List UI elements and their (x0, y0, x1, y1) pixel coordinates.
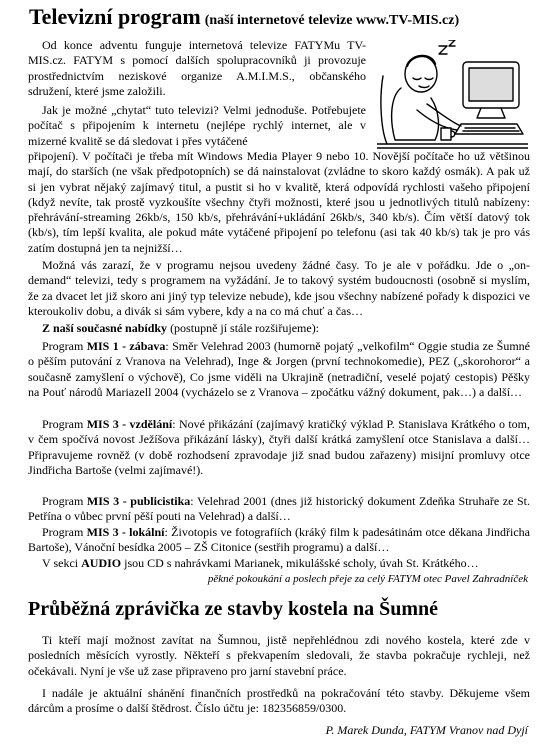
article1-paragraph-4 (28, 321, 530, 336)
article-title: Televizní program (29, 4, 201, 29)
program-mis3-local-name: MIS 3 - lokální (86, 525, 165, 539)
program-mis1-prefix: Program (42, 339, 87, 353)
offer-heading-note: (postupně jí stále rozšiřujeme): (167, 321, 320, 335)
article1-signature: pěkné pokoukání a poslech přeje za celý FATYM otec Pavel Zahradníček (207, 573, 528, 585)
program-mis3-education-text: : Nové přikázání (zajímavý kratičký výklad P. Stanislava Krátkého o tom, v čem spočívá novost Ježíšova přikázání lásky), čtyři další krátká zamyšlení otce Stanislava a další… Připravujeme rovněž (v době rozhodsení zpravodaje již snad budou zařazeny) misijní promluvy otce Jindřicha Bartoše (velmi zajímavé!). (28, 417, 530, 477)
program-mis3-journalism-name: MIS 3 - publicistika (86, 494, 191, 508)
program-mis3-journalism-text: : Velehrad 2001 (dnes již historický dokument Zdeňka Struhaře ze St. Petřína o vůbec první pěší pouti na Velehrad) a další… (28, 494, 530, 524)
program-mis3-education (28, 417, 530, 478)
audio-section-name: AUDIO (81, 556, 122, 570)
program-mis1-name: MIS 1 - zábava (86, 339, 166, 353)
article2-paragraph-1: Ti kteří mají možnost zavítat na Šumnou, jistě nepřehlédnou zdi nového kostela, které zde v posledních měsících vyrostly. Někteří s překvapením sledovali, že stavba pokračuje rychleji, než očekávali. Nyní je vše už zase připraveno pro jarní stavební práce. (28, 633, 530, 678)
article1-paragraph-1: Od konce adventu funguje internetová televize FATYMu TV-MIS.cz. FATYM s pomocí dalších spolupracovníků ji provozuje prostřednictvím neziskové organize A.M.I.M.S., občanského sdružení, které jsme založili. (28, 38, 366, 98)
program-mis1-text: : Směr Velehrad 2003 (humorně pojatý „velkofilm“ Oggie studia ze Šumné o pěším putování z Vranova na Velehrad), Inge & Jorgen (první technokomedie), PEZ („skorohoror“ a současně zamyšlení o výchově), Co jsme viděli na Ukrajině (netradiční, veselé pojatý cestopis) Pěšky na Pouť národů Mariazell 2004 (vycházelo se z Vranova – zpočátku vážný dokument, pak…) a další… (28, 339, 530, 399)
article1-paragraph-2 (28, 103, 366, 149)
audio-section-text: jsou CD s nahrávkami Marianek, mikulášské scholy, úvah St. Krátkého… (121, 556, 479, 570)
program-mis1 (28, 339, 530, 400)
article2-title: Průběžná zprávička ze stavby kostela na Šumné (28, 598, 438, 620)
offer-heading: Z naší současné nabídky (42, 321, 168, 335)
program-mis3-local-text: : Životopis ve fotografiích (kráký film k padesátinám otce děkana Jindřicha Bartoše), Vánoční besídka 2005 – ZŠ Citonice (sestřih programu) a další… (28, 525, 531, 555)
article1-paragraph-2-continued: připojení). V počítači je třeba mít Windows Media Player 9 nebo 10. Novější počítače ho už většinou mají, do starších (ne však předpotopních) se dá nainstalovat (zvládne to skoro každý osmák). A pak už si jen vybrat nějaký zajímavý titul, a pustit si ho v kvalitě, která odpovídá rychlosti vašeho připojení (když nevíte, tak prostě vyzkoušíte všechny čtyři možnosti, které jsou u jednotlivých titulů nabízeny: přehrávání-streaming 26kb/s, 150 kb/s, přehrávání+ukládání 26kb/s, 340 kb/s). Čím větší datový tok (kb/s), tím lepší kvalita, ale pokud máte vytáčené připojení po telefonu (asi tak 40 kb/s) tak je pro vás zatím dostupná jen ta nejnižší… (28, 149, 530, 255)
article2-paragraph-2: I nadále je aktuální shánění finančních prostředků na pokračování této stavby. Děkujeme všem dárcům a prosíme o další štědrost. Číslo účtu je: 182356859/0300. (28, 686, 530, 716)
program-mis3-local-prefix: Program (42, 525, 87, 539)
program-mis3-education-prefix: Program (42, 417, 87, 431)
article1-paragraph-3: Možná vás zarazí, že v programu nejsou uvedeny žádné časy. To je ale v pořádku. Jde o „on-demand“ televizi, tedy s programem na vyžádání. Je to takový systém budoucnosti (osobně si myslím, že za dvacet let již skoro ani jiný typ televize nebude), kde jsou všechny nabízené pořady k dispozici ve kteroukoliv dobu, a divák si sám vybere, kdy a na co má chuť a čas… (28, 258, 530, 318)
program-mis3-journalism (28, 494, 530, 525)
article2-signature: P. Marek Dunda, FATYM Vranov nad Dyjí (325, 723, 528, 737)
article-title-line (29, 4, 459, 30)
article1-paragraph-2-text: Jak je možné „chytat“ tuto televizi? Velmi jednoduše. Potřebujete počítač s připojením k internetu (nejlépe rychlý internet, ale v mizerné kvalitě se dá sledovat i přes vytáčené (28, 103, 366, 148)
program-mis3-local (28, 525, 530, 556)
article-subtitle: (naší internetové televize www.TV-MIS.cz) (204, 13, 460, 28)
audio-section-prefix: V sekci (42, 556, 82, 570)
program-mis3-education-name: MIS 3 - vzdělání (86, 417, 173, 431)
audio-section (28, 556, 530, 571)
program-mis3-journalism-prefix: Program (42, 494, 87, 508)
